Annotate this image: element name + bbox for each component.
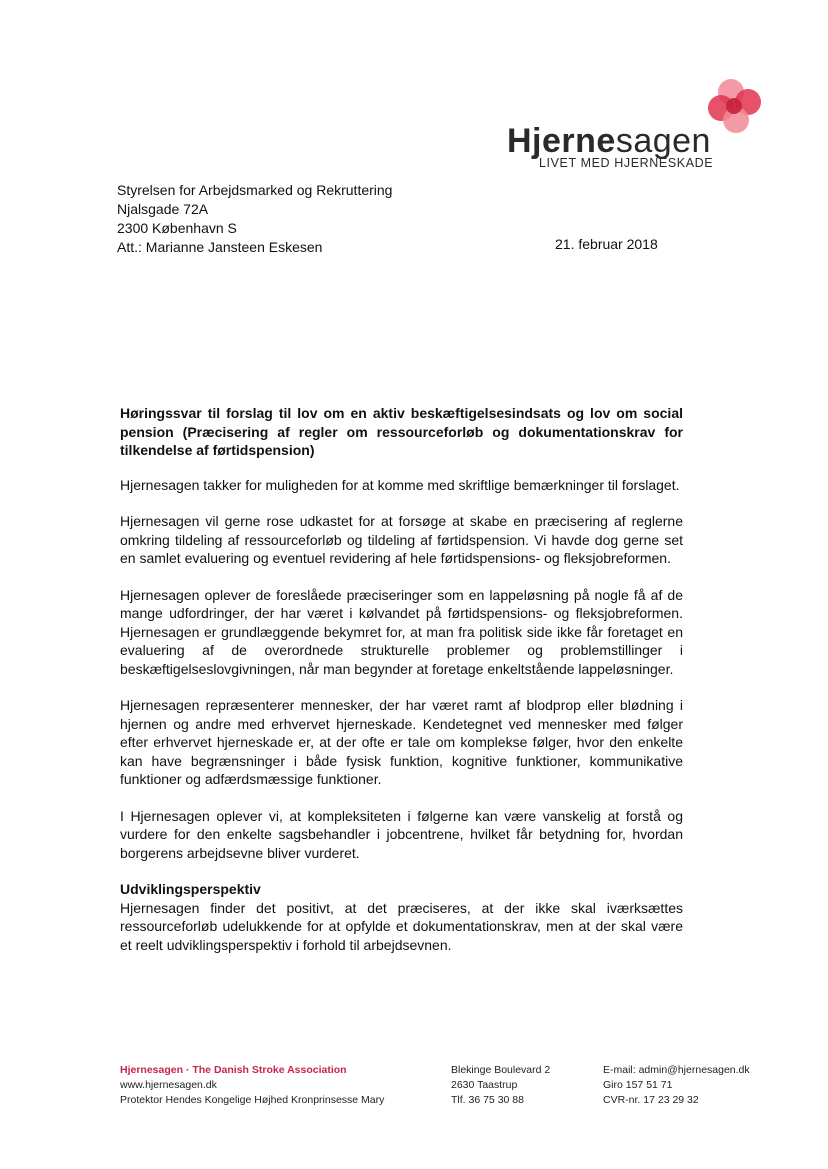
paragraph: Hjernesagen repræsenterer mennesker, der har været ramt af blodprop eller blødning i hjernen og andre med erhvervet hjerneskade. Kendetegnet ved mennesker med følger efter erhvervet hjerneskade er, at der ofte er tale om komplekse følger, hvor den enkelte kan have begrænsninger i både fysisk funktion, kognitive funktioner, kommunikative funktioner og adfærdsmæssige funktioner. xyxy=(120,697,683,787)
footer-org-column xyxy=(120,1063,384,1108)
footer-giro: Giro 157 51 71 xyxy=(603,1079,673,1091)
recipient-address xyxy=(117,181,392,257)
paragraph: Hjernesagen finder det positivt, at det præciseres, at der ikke skal iværksættes ressourceforløb udelukkende for at opfylde et dokumentationskrav, men at der skal være et reelt udviklingsperspektiv i forhold til arbejdsevnen. xyxy=(120,899,683,953)
footer-phone: Tlf. 36 75 30 88 xyxy=(451,1094,524,1106)
footer-street: Blekinge Boulevard 2 xyxy=(451,1064,551,1076)
footer-cvr: CVR-nr. 17 23 29 32 xyxy=(603,1094,699,1106)
letter-body xyxy=(120,404,683,972)
logo-wordmark: Hjernesagen xyxy=(507,122,711,160)
footer-address-column xyxy=(451,1063,550,1108)
hjernesagen-logo xyxy=(505,78,770,173)
recipient-line: 2300 København S xyxy=(117,220,237,236)
footer-city: 2630 Taastrup xyxy=(451,1079,518,1091)
section-heading: Udviklingsperspektiv xyxy=(120,881,261,897)
paragraph: Hjernesagen vil gerne rose udkastet for at forsøge at skabe en præcisering af reglerne omkring tildeling af ressourceforløb og tildeling af førtidspension. Vi havde dog gerne set en samlet evaluering og eventuel revidering af hele førtidspensions- og fleksjobreformen. xyxy=(120,513,683,566)
letter-title: Høringssvar til forslag til lov om en aktiv beskæftigelsesindsats og lov om social pension (Præcisering af regler om ressourceforløb og dokumentationskrav for tilkendelse af førtidspension) xyxy=(120,405,683,458)
recipient-line: Att.: Marianne Jansteen Eskesen xyxy=(117,239,323,255)
letter-date: 21. februar 2018 xyxy=(555,236,658,252)
paragraph: Hjernesagen takker for muligheden for at komme med skriftlige bemærkninger til forslaget. xyxy=(120,476,680,493)
paragraph: I Hjernesagen oplever vi, at kompleksiteten i følgerne kan være vanskelig at forstå og vurdere for den enkelte sagsbehandler i jobcentrene, hvilket får betydning for, hvordan borgerens arbejdsevne bliver vurderet. xyxy=(120,807,683,861)
footer-org-name: Hjernesagen · The Danish Stroke Association xyxy=(120,1064,347,1076)
recipient-line: Njalsgade 72A xyxy=(117,201,209,217)
footer-patron: Protektor Hendes Kongelige Højhed Kronprinsesse Mary xyxy=(120,1094,385,1106)
footer-website-link[interactable]: www.hjernesagen.dk xyxy=(120,1079,217,1091)
recipient-line: Styrelsen for Arbejdsmarked og Rekruttering xyxy=(117,182,393,198)
paragraph: Hjernesagen oplever de foreslåede præciseringer som en lappeløsning på nogle få af de mange udfordringer, der har været i kølvandet på førtidspensions- og fleksjobreformen. Hjernesagen er grundlæggende bekymret for, at man fra politisk side ikke får foretaget en evaluering af de overordnede strukturelle problemer og problemstillinger i beskæftigelseslovgivningen, når man begynder at foretage enkeltstående lappeløsninger. xyxy=(120,586,683,677)
hjernesagen-flower-icon xyxy=(701,78,771,138)
footer-email-link[interactable]: E-mail: admin@hjernesagen.dk xyxy=(603,1064,750,1076)
logo-tagline: LIVET MED HJERNESKADE xyxy=(539,156,714,170)
footer-contact-column xyxy=(603,1063,750,1108)
